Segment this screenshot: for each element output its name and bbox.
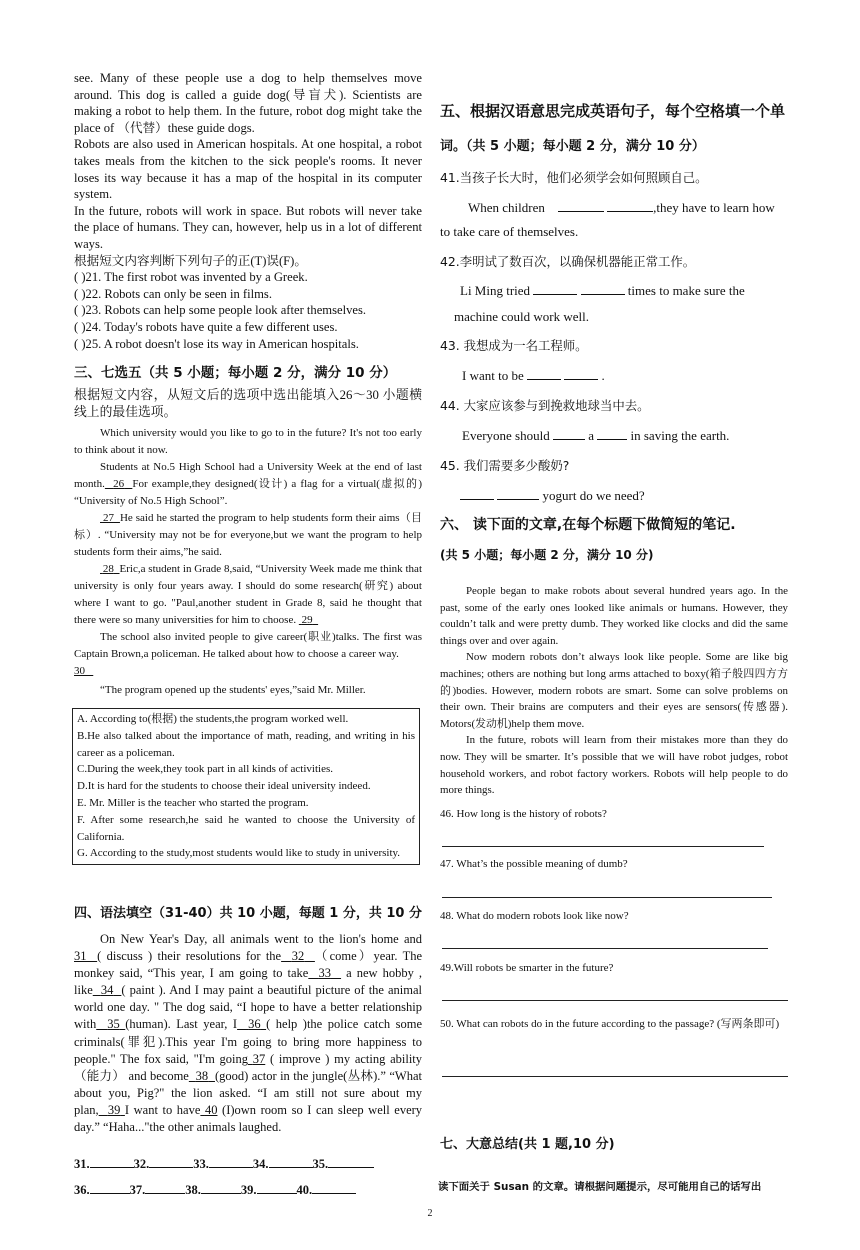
blank-34[interactable]: [93, 983, 122, 997]
q43-chinese: 43. 我想成为一名工程师。: [440, 338, 588, 353]
grammar-text: ( paint ). And I may paint a beautiful picture of the animal world one day. " The dog said, “I hope to have a better relationship with: [74, 983, 423, 1032]
seven-text: The school also invited people to give career(职业)talks. The first was Captain Brown,a policeman. He talked about how to choose a career way.: [74, 631, 422, 660]
grammar-paragraph: [74, 931, 422, 1136]
answer-label: 35.: [312, 1157, 329, 1171]
blank-30[interactable]: [74, 665, 93, 677]
seven-choose-five-passage: [74, 425, 422, 699]
tf-item: ( )22. Robots can only be seen in films.: [74, 286, 272, 301]
option-b: B.He also talked about the importance of math, reading, and writing in his career as a policeman.: [77, 729, 415, 759]
blank-number: 32: [291, 949, 305, 964]
seven-paragraph: Which university would you like to go to in the future? It's not too early to think about it now.: [74, 427, 422, 456]
q47-question: 47. What’s the possible meaning of dumb?: [440, 858, 628, 870]
seven-paragraph: “The program opened up the students' eyes,”said Mr. Miller.: [100, 684, 366, 696]
section-6-title: 六、 读下面的文章,在每个标题下做简短的笔记.: [440, 517, 736, 533]
blank-35[interactable]: [96, 1017, 125, 1031]
seven-text: Eric,a student in Grade 8,said, “University Week made me think that university is only four years away. I should do some research(研究) about where I want to go. "Paul,another student in Grade 8, said he thought that there were so many universities for him to choose.: [74, 563, 422, 626]
blank-number: 27: [102, 512, 114, 524]
q41-english: [468, 200, 798, 217]
q44-chinese: 44. 大家应该参与到挽救地球当中去。: [440, 398, 650, 413]
q42-english-cont: machine could work well.: [454, 309, 590, 324]
answer-blank[interactable]: [312, 1193, 356, 1194]
blank-number: 40: [204, 1102, 218, 1117]
passage-paragraph: In the future, robots will work in space. But robots will never take the place of humans. They can, however, help us in a lot of different ways.: [74, 203, 422, 251]
tf-item: ( )23. Robots can help some people look after themselves.: [74, 303, 367, 318]
section-5-title: 五、根据汉语意思完成英语句子，每个空格填一个单: [440, 102, 786, 120]
sentence-text: yogurt do we need?: [542, 488, 645, 503]
option-d: D.It is hard for the students to choose their ideal university indeed.: [77, 780, 371, 793]
seven-text: Students at No.5 High School had a University Week at the end of last month.: [74, 461, 422, 490]
blank-number: 33: [318, 966, 331, 981]
q42-english: [460, 283, 790, 300]
sentence-text: a: [588, 428, 595, 443]
grammar-text: I want to have: [124, 1102, 201, 1117]
blank-36[interactable]: [237, 1017, 266, 1031]
blank-37[interactable]: [248, 1052, 265, 1066]
grammar-text: a new hobby , like: [74, 966, 423, 998]
blank-33[interactable]: [308, 966, 341, 980]
q50-answer-line[interactable]: [442, 1076, 788, 1077]
sentence-text: Everyone should: [462, 428, 550, 443]
answer-label: 37.: [129, 1183, 146, 1197]
seven-text: He said he started the program to help students form their aims（目标）. “University may not be for everyone,but we want the program to help students form their aims,”he said.: [74, 512, 423, 558]
robot-paragraph: People began to make robots about several hundred years ago. In the past, some of the early ones looked like animals or humans. However, they couldn’t talk and were pretty dumb. They worked like clocks and did the same things over and over again.: [440, 585, 788, 647]
grammar-text: (human). Last year, I: [125, 1017, 238, 1032]
sentence-text: When children: [468, 200, 545, 215]
answer-blank[interactable]: [209, 1167, 253, 1168]
q46-answer-line[interactable]: [442, 846, 764, 847]
sentence-text: ,they have to learn how: [653, 200, 775, 215]
grammar-text: (good) actor in the jungle(丛林).” “What about you, Pig?" the lion asked. “I am still not sure about my plan,: [74, 1068, 422, 1117]
options-box: [72, 708, 420, 865]
answer-row-2: [74, 1182, 422, 1199]
blank-number: 39: [107, 1102, 121, 1117]
blank-number: 26: [113, 478, 125, 490]
answer-label: 38.: [185, 1183, 201, 1197]
q43-blank-2[interactable]: [564, 379, 598, 380]
answer-blank[interactable]: [257, 1193, 297, 1194]
grammar-text: On New Year's Day, all animals went to the lion's home and: [100, 932, 422, 946]
sentence-text: Li Ming tried: [460, 283, 531, 298]
answer-label: 36.: [74, 1183, 90, 1197]
answer-blank[interactable]: [90, 1193, 130, 1194]
section-3-title: 三、七选五（共 5 小题；每小题 2 分，满分 10 分）: [74, 365, 397, 381]
answer-label: 34.: [252, 1157, 269, 1171]
q45-chinese: 45. 我们需要多少酸奶?: [440, 458, 570, 473]
blank-number: 34: [100, 983, 114, 998]
answer-label: 33.: [193, 1157, 209, 1171]
section-7-instruction: 读下面关于 Susan 的文章。请根据问题提示，尽可能用自己的话写出: [438, 1181, 762, 1193]
tf-item: ( )25. A robot doesn't lose its way in American hospitals.: [74, 336, 359, 351]
q42-chinese: 42.李明试了数百次，以确保机器能正常工作。: [440, 254, 696, 269]
answer-label: 40.: [296, 1183, 313, 1197]
answer-label: 31.: [74, 1157, 90, 1171]
q44-english: [462, 428, 792, 445]
blank-29[interactable]: [299, 614, 318, 626]
option-f: F. After some research,he said he wanted to choose the University of California.: [77, 813, 415, 843]
seven-text: For example,they designed(设计) a flag for a virtual(虚拟的) “University of No.5 High School”.: [74, 478, 423, 507]
tf-instruction: 根据短文内容判断下列句子的正(T)误(F)。: [74, 253, 307, 268]
q49-answer-line[interactable]: [442, 1000, 788, 1001]
sentence-text: in saving the earth.: [630, 428, 730, 443]
sentence-text: times to make sure the: [627, 283, 745, 298]
seven-paragraph: [74, 510, 422, 561]
blank-27[interactable]: [100, 512, 120, 524]
option-a: A. According to(根据) the students,the program worked well.: [77, 713, 349, 725]
blank-26[interactable]: [105, 478, 132, 490]
option-g: G. According to the study,most students would like to study in university.: [77, 847, 401, 860]
blank-39[interactable]: [99, 1103, 125, 1117]
blank-40[interactable]: [200, 1103, 217, 1117]
q48-question: 48. What do modern robots look like now?: [440, 910, 629, 922]
q45-blank-2[interactable]: [497, 499, 539, 500]
robot-paragraph: Now modern robots don’t always look like people. Some are like big machines; others are nothing but long arms attached to boxy(箱子般四四方方的)bodies. However, modern robots are smart. Some can solve problems on their own. Their brains are computers and their eyes are sensors(传感器). Motors(发动机)help them move.: [440, 651, 788, 730]
section-7-title: 七、大意总结(共 1 题,10 分): [440, 1137, 615, 1152]
robot-paragraph: In the future, robots will learn from their mistakes more than they do now. They will be smarter. It’s possible that we will have robot judges, robot household workers, and robot factory workers. Robots will help people to do more things.: [440, 734, 788, 797]
seven-paragraph: [74, 663, 422, 680]
answer-blank[interactable]: [269, 1167, 313, 1168]
answer-blank[interactable]: [145, 1193, 185, 1194]
answer-blank[interactable]: [90, 1167, 134, 1168]
answer-blank[interactable]: [328, 1167, 374, 1168]
q49-question: 49.Will robots be smarter in the future?: [440, 962, 614, 974]
q43-blank-1[interactable]: [527, 379, 561, 380]
q42-blank-2[interactable]: [581, 294, 625, 295]
section-3-instruction: 根据短文内容，从短文后的选项中选出能填入26～30 小题横线上的最佳选项。: [74, 388, 422, 419]
q41-english-cont: to take care of themselves.: [440, 224, 579, 239]
answer-row-1: [74, 1156, 422, 1173]
blank-number: 37: [252, 1051, 266, 1066]
blank-number: 29: [301, 614, 313, 626]
grammar-text: （come）year. The monkey said, “This year, I am going to take: [74, 949, 423, 981]
answer-label: 32.: [133, 1157, 150, 1171]
blank-number: 36: [248, 1017, 261, 1032]
reading-passage: [74, 70, 422, 352]
blank-number: 35: [107, 1017, 120, 1032]
q46-question: 46. How long is the history of robots?: [440, 808, 607, 820]
grammar-text: ( discuss ) their resolutions for the: [97, 949, 282, 964]
option-c: C.During the week,they took part in all kinds of activities.: [77, 763, 334, 776]
q42-blank-1[interactable]: [533, 294, 577, 295]
robot-passage: [440, 583, 788, 799]
q41-blank-1[interactable]: [558, 211, 604, 212]
section-6-subtitle: (共 5 小题；每小题 2 分，满分 10 分): [440, 548, 654, 562]
sentence-text: .: [601, 368, 605, 383]
q44-blank-1[interactable]: [553, 439, 585, 440]
q43-english: [462, 368, 792, 385]
grammar-passage: [74, 931, 422, 1136]
blank-number: 38: [195, 1068, 209, 1083]
tf-item: ( )21. The first robot was invented by a Greek.: [74, 270, 308, 285]
section-4-title: 四、语法填空（31-40）共 10 小题，每题 1 分，共 10 分: [74, 906, 422, 921]
seven-paragraph: [74, 459, 422, 510]
blank-number: 28: [102, 563, 114, 575]
q48-answer-line[interactable]: [442, 948, 768, 949]
answer-blank[interactable]: [201, 1193, 241, 1194]
blank-number: 30: [74, 665, 85, 677]
option-e: E. Mr. Miller is the teacher who started the program.: [77, 796, 309, 809]
grammar-text: (I)own room so I can sleep well every day.” “Haha..."the other animals laughed.: [74, 1102, 423, 1135]
q45-english: [460, 488, 790, 505]
blank-31[interactable]: [74, 949, 97, 963]
seven-paragraph: [74, 629, 422, 663]
q47-answer-line[interactable]: [442, 897, 772, 898]
q41-chinese: 41.当孩子长大时，他们必须学会如何照顾自己。: [440, 170, 708, 185]
grammar-text: ( improve ) my acting ability（能力） and become: [74, 1051, 423, 1083]
page-number: 2: [427, 1208, 433, 1219]
seven-paragraph: [74, 561, 422, 629]
answer-label: 39.: [240, 1183, 257, 1197]
passage-paragraph: Robots are also used in American hospitals. At one hospital, a robot takes meals from the kitchen to the sick people's rooms. It never loses its way because it has a map of the hospital in its computer system.: [74, 137, 422, 202]
q50-question: 50. What can robots do in the future according to the passage? (写两条即可): [440, 1018, 780, 1030]
q44-blank-2[interactable]: [597, 439, 627, 440]
sentence-text: I want to be: [462, 368, 524, 383]
grammar-text: ( help )the police catch some criminals(罪犯).This year I'm going to bring more happiness to people." The fox said, "I'm going: [74, 1017, 423, 1066]
answer-blank[interactable]: [149, 1167, 193, 1168]
q41-blank-2[interactable]: [607, 211, 653, 212]
blank-28[interactable]: [100, 563, 120, 575]
tf-item: ( )24. Today's robots have quite a few different uses.: [74, 319, 338, 334]
section-5-title-cont: 词。（共 5 小题；每小题 2 分，满分 10 分）: [440, 139, 705, 154]
passage-paragraph: see. Many of these people use a dog to help themselves move around. This dog is called a guide dog(导盲犬). Scientists are making a robot to help them. In the future, robot dog might take the place of （代替）these guide dogs.: [74, 71, 422, 135]
q45-blank-1[interactable]: [460, 499, 494, 500]
blank-32[interactable]: [281, 949, 315, 963]
blank-number: 31: [74, 949, 87, 964]
blank-38[interactable]: [189, 1069, 215, 1083]
